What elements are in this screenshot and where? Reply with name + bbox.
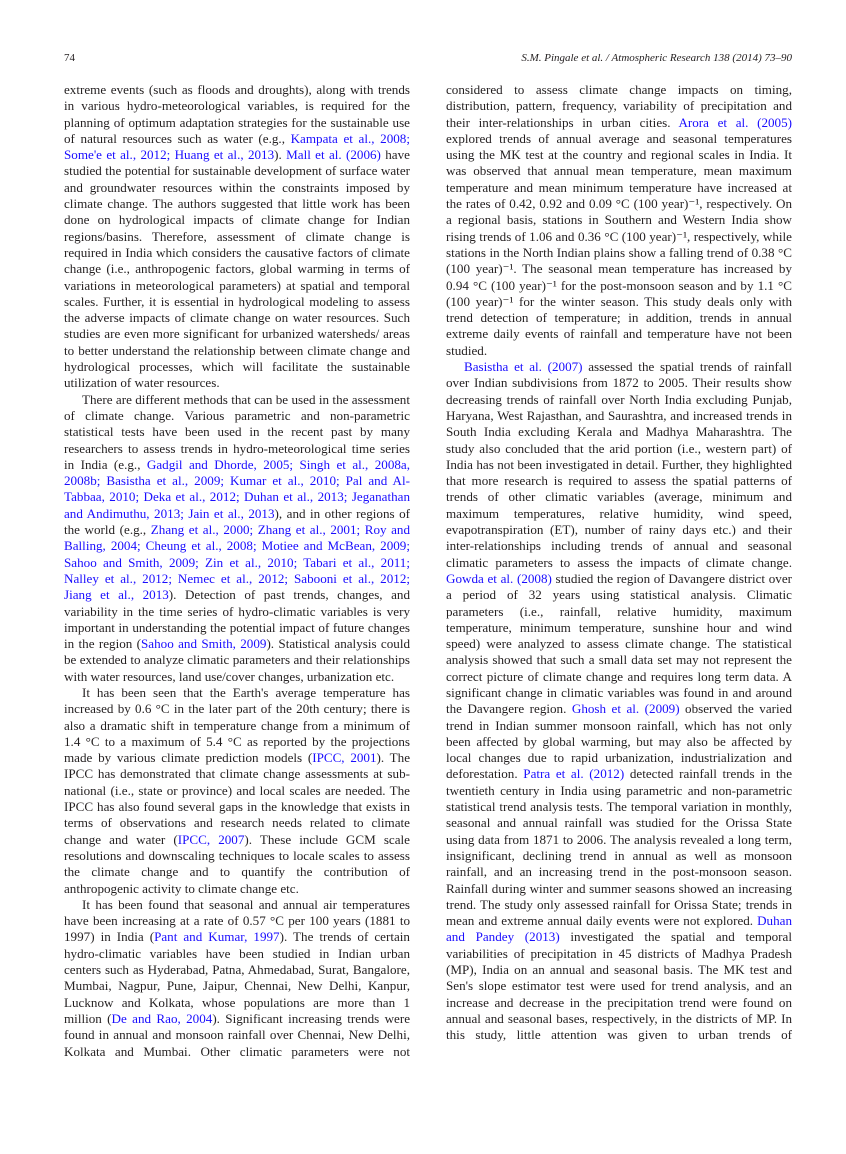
citation-link[interactable]: Kampata et al., 2008; Some'e et al., 2012; Huang et al., 2013 [64,130,410,163]
citation-link[interactable]: Ghosh et al. (2009) [571,701,680,717]
body-text: extreme events (such as floods and droughts), along with trends in various hydro-meteorological variables, is required for the planning of optimum adaptation strategies for the sustainable use of natural resources such as water (e.g., [64,82,410,146]
citation-link[interactable]: IPCC, 2007 [177,831,245,847]
body-text: ), and in other regions of the world (e.g., [64,505,410,538]
body-text: explored trends of annual average and seasonal temperatures using the MK test at the country and regional scales in India. It was observed that annual mean temperature, mean maximum temperature and mean minimum temperature have increased at the rates of 0.42, 0.92 and 0.09 °C (100 year)⁻¹, respectively. On a regional basis, stations in Southern and Western India show rising trends of 1.06 and 0.36 °C (100 year)⁻¹, respectively, while stations in the North Indian plains show a falling trend of 0.38 °C (100 year)⁻¹. The seasonal mean temperature has increased by 0.94 °C (100 year)⁻¹ for the post-monsoon season and by 1.1 °C (100 year)⁻¹ for the winter season. This study deals only with trend detection of temperature; in addition, trends in annual extreme daily events of rainfall and temperature have not been studied. [446,130,792,358]
citation-link[interactable]: De and Rao, 2004 [111,1010,213,1026]
article-body [64,82,792,1076]
body-text: assessed the spatial trends of rainfall over Indian subdivisions from 1872 to 2005. Their results show decreasing trends of rainfall over North India excluding Punjab, Haryana, West Rajasthan, and Saurashtra, and increased trends in South India excluding Kerala and Madhya Maharashtra. The study also concluded that the arid portion (i.e., western part) of India has not been investigated in detail. Further, they highlighted that more research is required to assess the spatial patterns of trends of other climatic variables (average, minimum and maximum temperatures, relative humidity, wind speed, evapotranspiration (ET), number of rainy days etc.) and their inter-relationships including trends of annual and seasonal climatic parameters to assess the impacts of climate change. [446,359,792,570]
body-text: ). Detection of past trends, changes, and variability in the time series of hydro-climatic variables is very important in understanding the potential impact of future changes in the region ( [64,587,410,652]
body-text: ). The IPCC has demonstrated that climate change assessments at sub-national (i.e., state or province) and local scales are needed. The IPCC has also found several gaps in the knowledge that exists in terms of observations and research needs related to climate change and water ( [64,750,411,847]
citation-link[interactable]: Zhang et al., 2000; Zhang et al., 2001; Roy and Balling, 2004; Cheung et al., 2008; Motiee and McBean, 2009; Sahoo and Smith, 2009; Zin et al., 2010; Tabari et al., 2011; Nalley et al., 2012; Nemec et al., 2012; Sabooni et al., 2012; Jiang et al., 2013 [64,522,411,603]
citation-link[interactable]: Pant and Kumar, 1997 [154,929,280,945]
paragraph [64,392,410,685]
body-text: have studied the potential for sustainable development of surface water and groundwater resources within the constraints imposed by climate change. The authors suggested that little work has been done on hydrological impacts of climate change for Indian regions/basins. Therefore, assessment of climate change is required in India which considers the causative factors of climate change (i.e., anthropogenic factors, global warming in terms of variations in meteorological parameters) at spatial and temporal scales. Further, it is essential in hydrological modeling to assess the adverse impacts of climate change on water resources. Such studies are even more significant for urbanized watersheds/ areas to better understand the relationship between climate change and hydrological processes, which will facilitate the sustainable utilization of water resources. [64,147,410,391]
body-text: studied the region of Davangere district over a period of 32 years using statistical analysis. Climatic parameters (i.e., rainfall, relative humidity, maximum temperature, minimum temperature, sunshine hour and wind speed) were analyzed to assess climate change. The statistical analysis showed that such a small data set may not represent the correct picture of climate change and requires long term data. A significant change in climatic variables was found in and around the Davangere region. [446,570,792,717]
page-number: 74 [64,52,75,64]
body-text: It has been seen that the Earth's average temperature has increased by 0.6 °C in the later part of the 20th century; there is also a dramatic shift in temperature change from a minimum of 1.4 °C to a maximum of 5.4 °C as reported by the projections made by various climate prediction models ( [64,684,410,766]
citation-link[interactable]: Sahoo and Smith, 2009 [141,636,267,652]
paragraph [64,82,410,392]
citation-link[interactable]: Patra et al. (2012) [523,766,625,782]
citation-link[interactable]: Arora et al. (2005) [678,114,792,130]
body-text: detected rainfall trends in the twentieth century in India using parametric and non-parametric statistical trend analysis tests. The temporal variation in monthly, seasonal and annual rainfall was studied for the Orissa State using data from 1871 to 2006. The analysis revealed a long term, insignificant, declining trend in annual as well as monsoon rainfall, and an increasing trend in the post-monsoon season. Rainfall during winter and summer seasons showed an increasing trend. The study only assessed rainfall for Orissa State; trends in mean and extreme annual daily events were not explored. [446,766,793,929]
body-text: ). The trends of certain hydro-climatic variables have been studied in Indian urban centers such as Hyderabad, Patna, Ahmedabad, Surat, Bangalore, Mumbai, Nagpur, Pune, Jaipur, Chennai, New Delhi, Kanpur, Lucknow and Kolkata, whose populations are more than 1 million ( [64,929,410,1026]
citation-link[interactable]: Gadgil and Dhorde, 2005; Singh et al., 2008a, 2008b; Basistha et al., 2009; Kumar et al., 2010; Pal and Al-Tabbaa, 2010; Deka et al., 2012; Duhan et al., 2013; Jeganathan and Andimuthu, 2013; Jain et al., 2013 [64,456,410,521]
body-text: observed the varied trend in Indian summer monsoon rainfall, which has not only been affected by global warming, but may also be affected by local changes due to rapid urbanization, industrialization and deforestation. [446,701,792,782]
body-text: It has been found that seasonal and annual air temperatures have been increasing at a rate of 0.57 °C per 100 years (1881 to 1997) in India ( [64,896,410,945]
body-text: ). Statistical analysis could be extended to analyze climatic parameters and their relationships with water resources, land use/cover changes, urbanization etc. [64,636,411,684]
citation-link[interactable]: IPCC, 2001 [312,750,377,766]
paragraph [64,685,410,897]
body-text: There are different methods that can be used in the assessment of climate change. Various parametric and non-parametric statistical tests have been used in the recent past by many researchers to assess trends in hydro-meteorological time series in India (e.g., [64,391,410,472]
citation-link[interactable]: Mall et al. (2006) [286,147,381,163]
body-text: ). Significant increasing trends were found in annual and monsoon rainfall over Chennai, New Delhi, Kolkata and Mumbai. Other climatic parameters were not considered to assess climate change impacts on timing, distribution, pattern, frequency, variability of precipitation and their inter-relationships in urban cities. [64,82,792,1059]
paragraph [446,359,792,1043]
body-text: ). These include GCM scale resolutions and downscaling techniques to locale scales to assess the climate change and to quantify the contribution of anthropogenic activity to climate change etc. [64,831,410,896]
body-text: investigated the spatial and temporal variabilities of precipitation in 45 districts of Madhya Pradesh (MP), India on an annual and seasonal basis. The MK test and Sen's slope estimator test were used for trend analysis, and an increase and decrease in the precipitation trend were found on annual and seasonal bases, respectively, in the districts of MP. In this study, little attention was given to urban trends of [446,929,792,1043]
running-head: S.M. Pingale et al. / Atmospheric Research 138 (2014) 73–90 [521,52,792,64]
citation-link[interactable]: Gowda et al. (2008) [446,570,552,586]
body-text: ). [274,147,287,163]
citation-link[interactable]: Basistha et al. (2007) [464,359,583,375]
citation-link[interactable]: Duhan and Pandey (2013) [446,913,792,945]
